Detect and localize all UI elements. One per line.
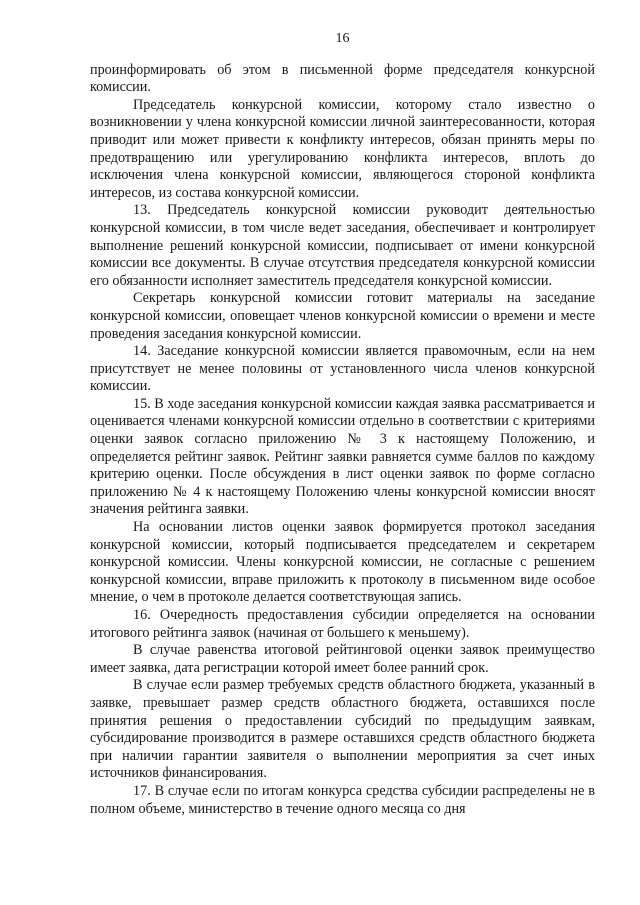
paragraph-budget-excess: В случае если размер требуемых средств областного бюджета, указанный в заявке, превышает размер средств областного бюджета, оставшихся после принятия решения о предоставлении субсидий по предыдущим заявкам, субсидирование производится в размере оставшихся средств областного бюджета при наличии гарантии заявителя о выполнении мероприятия за счет иных источников финансирования. [90, 677, 595, 782]
paragraph-equal-rating: В случае равенства итоговой рейтинговой оценки заявок преимущество имеет заявка, дата регистрации которой имеет более ранний срок. [90, 642, 595, 676]
paragraph-continuation: проинформировать об этом в письменной форме председателя конкурсной комиссии. [90, 61, 595, 96]
paragraph-chairman-conflict: Председатель конкурсной комиссии, которому стало известно о возникновении у члена конкурсной комиссии личной заинтересованности, которая приводит или может привести к конфликту интересов, обязан принять меры по предотвращению или урегулированию конфликта интересов, вплоть до исключения члена конкурсной комиссии, являющегося стороной конфликта интересов, из состава конкурсной комиссии. [90, 96, 595, 201]
paragraph-item-17: 17. В случае если по итогам конкурса средства субсидии распределены не в полном объеме, министерство в течение одного месяца со дня [90, 782, 595, 817]
paragraph-item-13: 13. Председатель конкурсной комиссии руководит деятельностью конкурсной комиссии, в том числе ведет заседания, обеспечивает и контролирует выполнение решений конкурсной комиссии, подписывает от имени конкурсной комиссии все документы. В случае отсутствия председателя конкурсной комиссии его обязанности исполняет заместитель председателя конкурсной комиссии. [90, 202, 595, 289]
paragraph-item-15: 15. В ходе заседания конкурсной комиссии каждая заявка рассматривается и оценивается членами конкурсной комиссии отдельно в соответствии с критериями оценки заявок согласно приложению № 3 к настоящему Положению, и определяется рейтинг заявок. Рейтинг заявки равняется сумме баллов по каждому критерию оценки. После обсуждения в лист оценки заявок по форме согласно приложению № 4 к настоящему Положению члены конкурсной комиссии вносят значения рейтинга заявки. [90, 395, 595, 518]
paragraph-item-14: 14. Заседание конкурсной комиссии является правомочным, если на нем присутствует не менее половины от установленного числа членов конкурсной комиссии. [90, 343, 595, 395]
page-number: 16 [335, 31, 350, 46]
paragraph-protocol: На основании листов оценки заявок формируется протокол заседания конкурсной комиссии, который подписывается председателем и секретарем конкурсной комиссии. Члены конкурсной комиссии, не согласные с решением конкурсной комиссии, вправе приложить к протоколу в письменном виде особое мнение, о чем в протоколе делается соответствующая запись. [90, 519, 595, 606]
document-page [90, 30, 595, 818]
paragraph-secretary: Секретарь конкурсной комиссии готовит материалы на заседание конкурсной комиссии, оповещает членов конкурсной комиссии о времени и месте проведения заседания конкурсной комиссии. [90, 290, 595, 342]
paragraph-item-16: 16. Очередность предоставления субсидии определяется на основании итогового рейтинга заявок (начиная от большего к меньшему). [90, 607, 595, 641]
